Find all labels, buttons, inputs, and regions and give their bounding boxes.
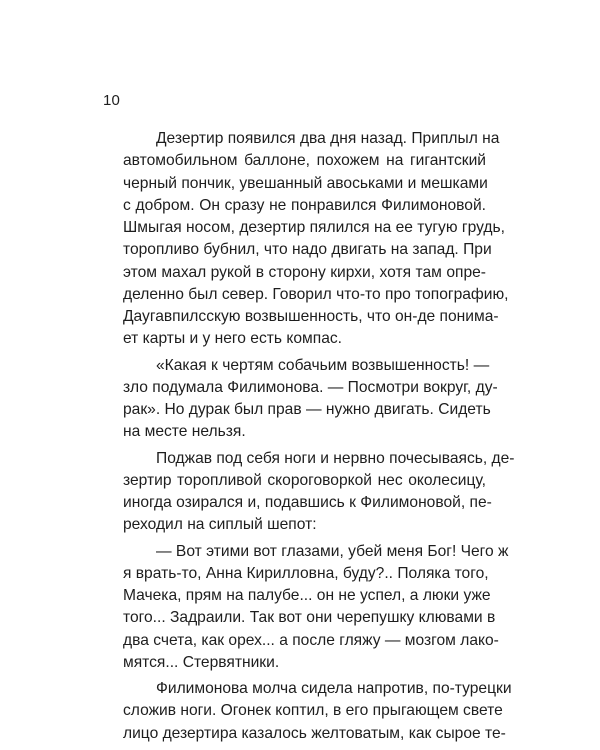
text-line: мятся... Стервятники. [123, 653, 280, 671]
text-line: того... Задраили. Так вот они черепушку клювами в [123, 609, 496, 627]
body-text [123, 128, 515, 745]
text-line: зертир торопливой скороговоркой нес околесицу, [123, 471, 486, 489]
text-line: «Какая к чертям собачьим возвышенность! — [156, 356, 490, 374]
text-line: рак». Но дурак был прав — нужно двигать. Сидеть [123, 401, 491, 418]
text-line: Мачека, прям на палубе... он не успел, а люки уже [123, 587, 491, 604]
text-line: деленно был север. Говорил что-то про топографию, [123, 285, 509, 303]
text-line: реходил на сиплый шепот: [123, 516, 317, 534]
paragraph-5 [123, 678, 512, 745]
text-line: этом махал рукой в сторону кирхи, хотя там опре- [123, 263, 486, 281]
text-line: два счета, как орех... а после гляжу — мозгом лако- [123, 631, 499, 649]
text-line: я врать-то, Анна Кирилловна, буду?.. Поляка того, [123, 564, 489, 582]
text-line: Поджав под себя ноги и нервно почесываясь, де- [156, 449, 515, 467]
page-number: 10 [103, 92, 121, 109]
text-line: Филимонова молча сидела напротив, по-турецки [156, 680, 512, 697]
paragraph-3 [123, 448, 515, 537]
text-line: зло подумала Филимонова. — Посмотри вокруг, ду- [123, 378, 498, 396]
paragraph-1 [123, 128, 509, 351]
text-line: торопливо бубнил, что надо двигать на запад. При [123, 241, 492, 259]
paragraph-4 [123, 541, 509, 675]
paragraph-2 [123, 355, 498, 444]
text-line: с добром. Он сразу не понравился Филимоновой. [123, 196, 486, 214]
text-line: Дезертир появился два дня назад. Приплыл на [156, 130, 500, 147]
text-line: черный пончик, увешанный авоськами и мешками [123, 174, 488, 192]
text-line: автомобильном баллоне, похожем на гигантский [123, 152, 486, 170]
text-line: Шмыгая носом, дезертир пялился на ее тугую грудь, [123, 219, 505, 236]
text-line: ет карты и у него есть компас. [123, 330, 342, 348]
text-line: — Вот этими вот глазами, убей меня Бог! Чего ж [156, 542, 509, 560]
text-line: на месте нельзя. [123, 423, 246, 441]
text-line: лицо дезертира казалось желтоватым, как сырое те- [123, 724, 506, 742]
text-line: иногда озирался и, подавшись к Филимоновой, пе- [123, 494, 492, 511]
text-line: сложив ноги. Огонек коптил, в его прыгающем свете [123, 702, 503, 720]
text-line: Даугавпилсскую возвышенность, что он-де понима- [123, 308, 499, 325]
